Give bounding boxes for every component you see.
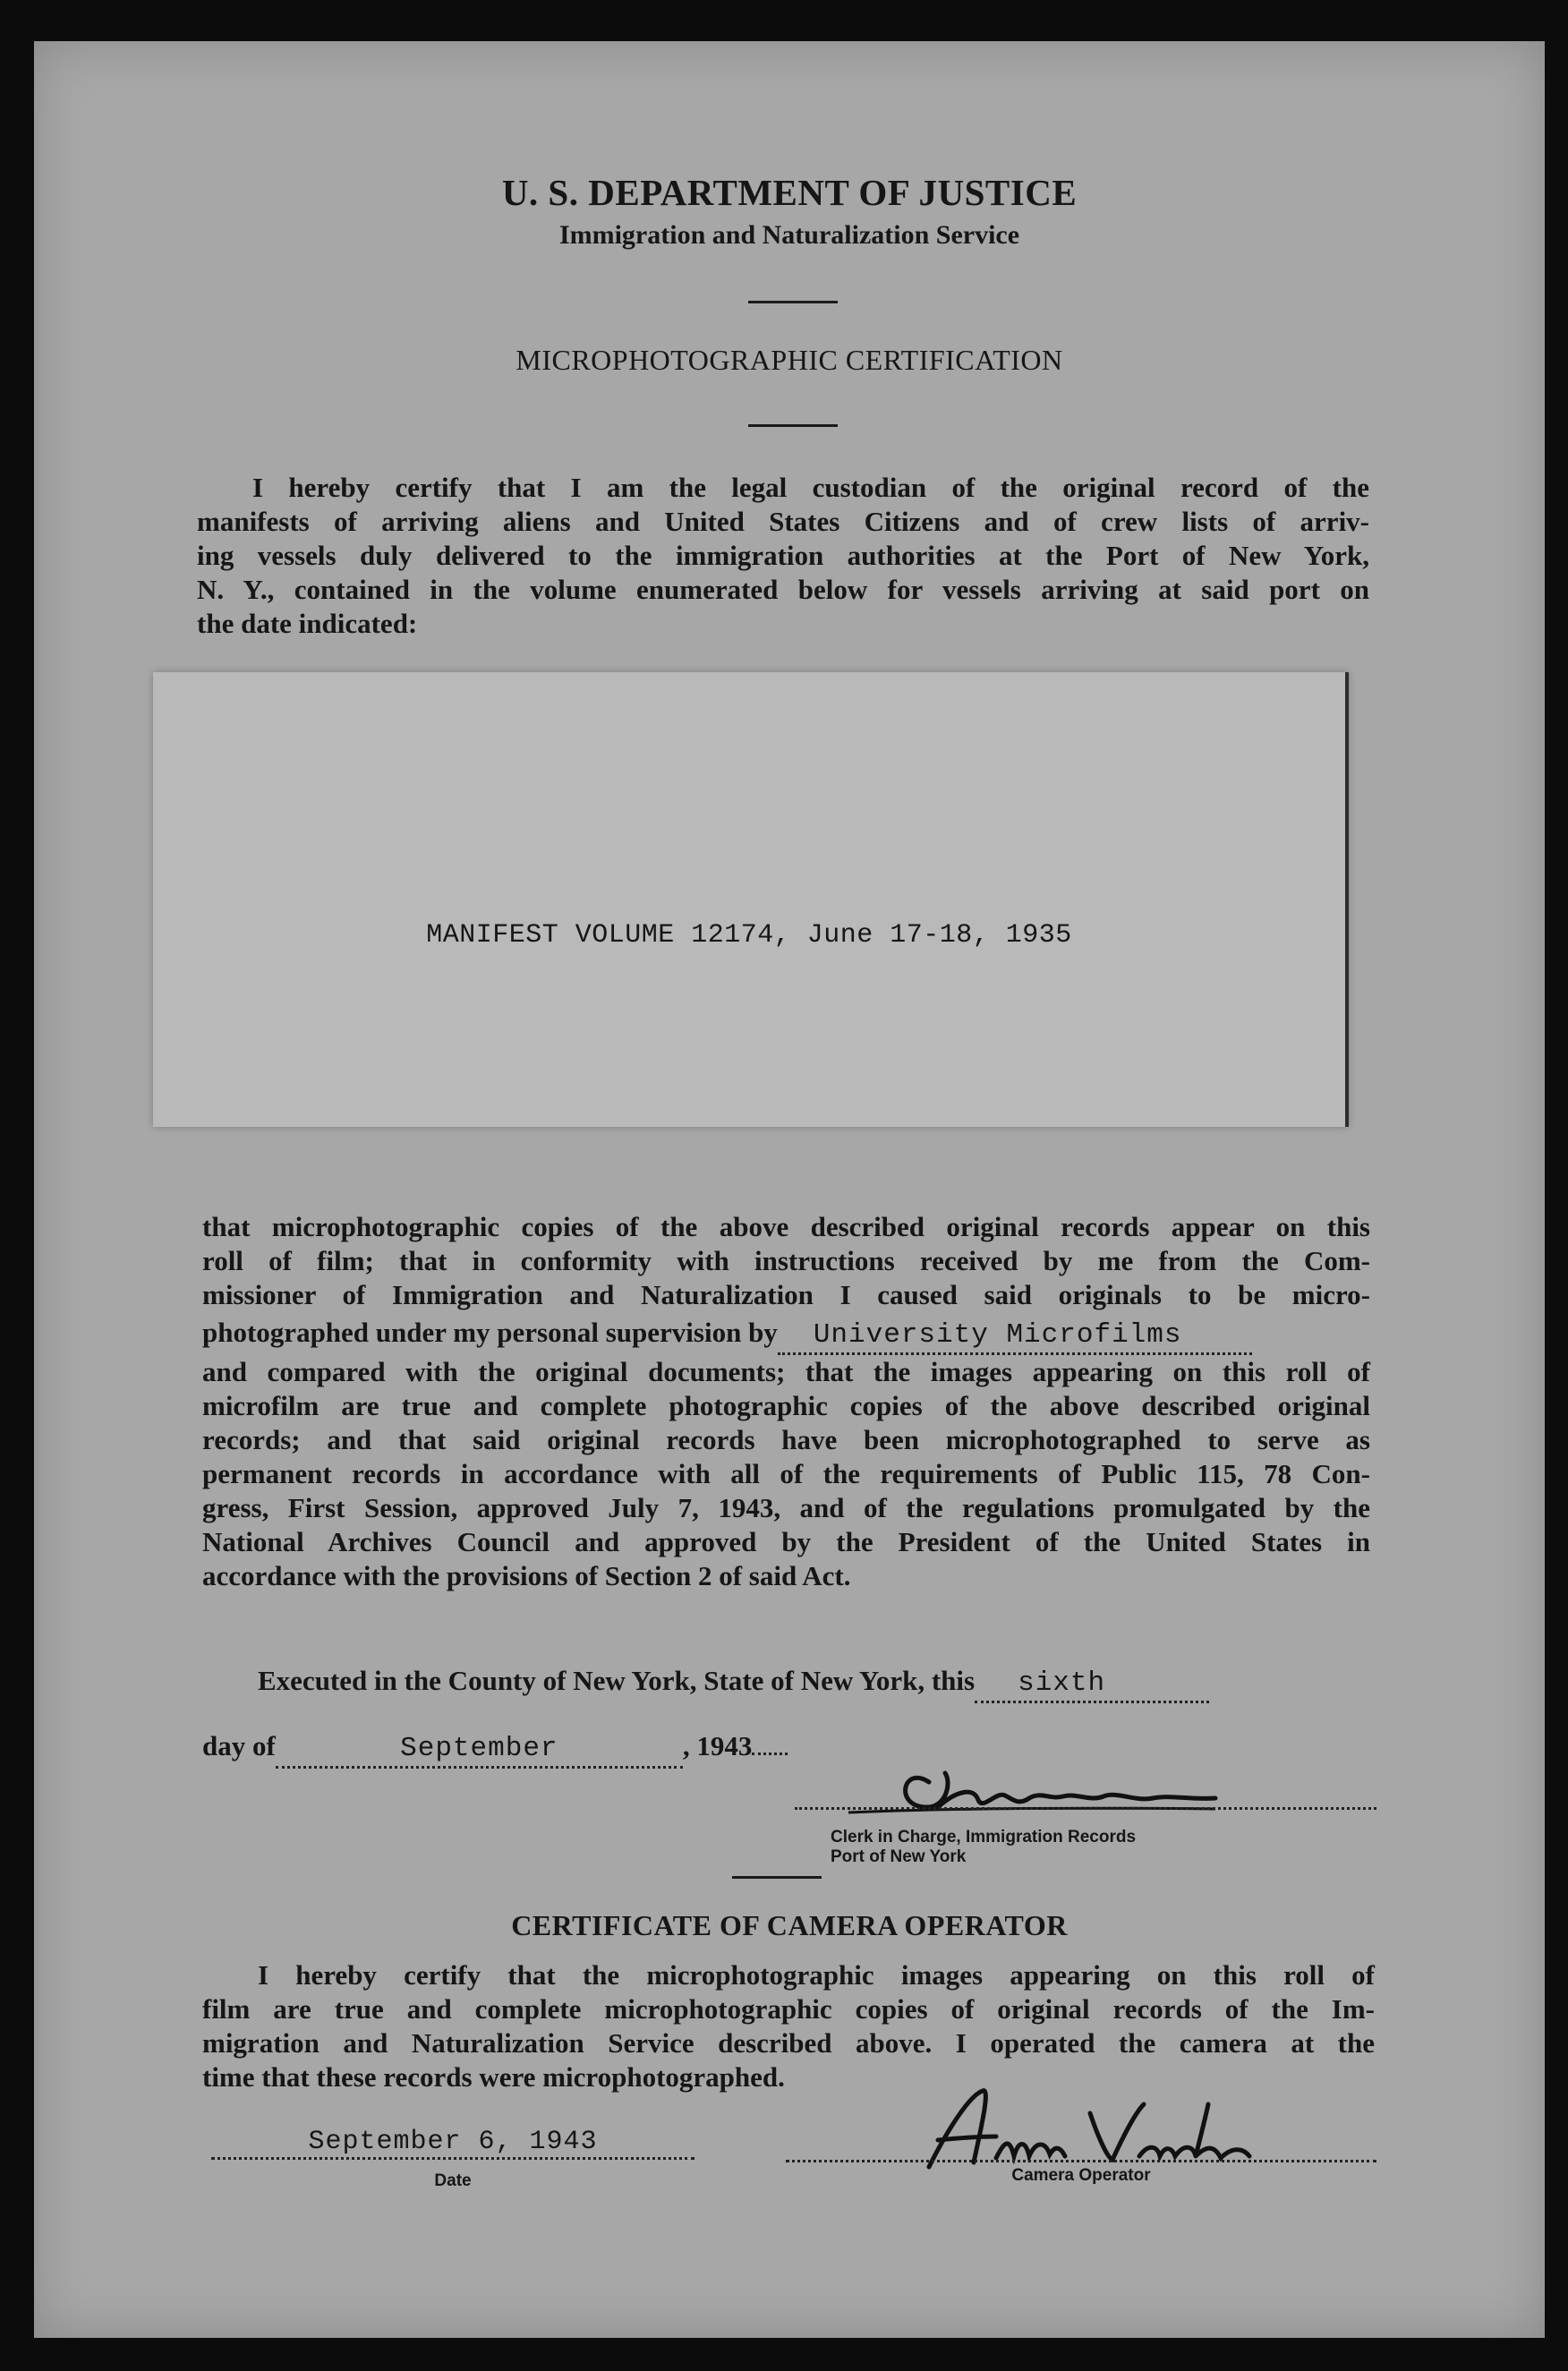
operator-date-label: Date xyxy=(434,2171,472,2190)
year-dots xyxy=(752,1753,788,1755)
body-line: missioner of Immigration and Naturalization I caused said originals to be micro- xyxy=(202,1279,1370,1310)
day-of-label: day of xyxy=(202,1730,276,1761)
supervision-prefix: photographed under my personal supervision by xyxy=(202,1317,778,1348)
supervision-value: University Microfilms xyxy=(778,1318,1252,1355)
camera-operator-signature-line xyxy=(786,2140,1376,2162)
body-paragraph xyxy=(202,1210,1370,1593)
execution-year: , 1943 xyxy=(682,1730,753,1761)
intro-line: ing vessels duly delivered to the immigration authorities at the Port of New York, xyxy=(197,540,1369,571)
clerk-signature-line xyxy=(795,1764,1376,1810)
clerk-title-line: Port of New York xyxy=(831,1847,967,1866)
operator-line: film are true and complete microphotographic copies of original records of the Im- xyxy=(202,1993,1375,2025)
certification-title: MICROPHOTOGRAPHIC CERTIFICATION xyxy=(516,344,1063,376)
body-line: permanent records in accordance with all of the requirements of Public 115, 78 Con- xyxy=(202,1458,1370,1489)
camera-operator-label: Camera Operator xyxy=(1011,2166,1151,2185)
body-line: and compared with the original documents; that the images appearing on this roll of xyxy=(202,1356,1370,1387)
body-line: accordance with the provisions of Section 2 of said Act. xyxy=(202,1560,851,1591)
date-line xyxy=(202,1729,788,1769)
divider xyxy=(748,301,838,303)
execution-prefix: Executed in the County of New York, State of New York, this xyxy=(258,1665,976,1696)
service-subheading: Immigration and Naturalization Service xyxy=(558,220,1020,250)
intro-line: I hereby certify that I am the legal custodian of the original record of the xyxy=(252,472,1369,503)
divider xyxy=(732,1876,822,1879)
clerk-title xyxy=(831,1828,1136,1867)
execution-month: September xyxy=(276,1732,683,1769)
certificate-page xyxy=(34,41,1545,2338)
operator-date-value: September 6, 1943 xyxy=(211,2127,695,2160)
intro-line: the date indicated: xyxy=(197,608,418,639)
camera-operator-heading: CERTIFICATE OF CAMERA OPERATOR xyxy=(511,1909,1068,1941)
operator-line: migration and Naturalization Service described above. I operated the camera at the xyxy=(202,2027,1375,2059)
clerk-title-line: Clerk in Charge, Immigration Records xyxy=(831,1828,1137,1846)
camera-operator-paragraph xyxy=(202,1958,1375,2094)
intro-paragraph xyxy=(197,471,1369,641)
manifest-card xyxy=(153,672,1349,1127)
manifest-volume-text: MANIFEST VOLUME 12174, June 17-18, 1935 xyxy=(426,920,1072,951)
body-line: National Archives Council and approved by the President of the United States in xyxy=(202,1526,1370,1557)
divider xyxy=(748,424,838,427)
operator-line: time that these records were microphotographed. xyxy=(202,2061,785,2093)
execution-line xyxy=(258,1664,1376,1703)
body-line: microfilm are true and complete photographic copies of the above described original xyxy=(202,1390,1370,1421)
intro-line: N. Y., contained in the volume enumerated below for vessels arriving at said port on xyxy=(197,574,1369,605)
department-heading: U. S. DEPARTMENT OF JUSTICE xyxy=(501,172,1078,213)
intro-line: manifests of arriving aliens and United States Citizens and of crew lists of arriv- xyxy=(197,506,1369,537)
supervision-line xyxy=(202,1316,1370,1355)
body-line: roll of film; that in conformity with instructions received by me from the Com- xyxy=(202,1245,1370,1276)
execution-day: sixth xyxy=(975,1667,1209,1703)
body-line: gress, First Session, approved July 7, 1943, and of the regulations promulgated by the xyxy=(202,1492,1370,1523)
operator-line: I hereby certify that the microphotographic images appearing on this roll of xyxy=(258,1959,1375,1991)
body-line: records; and that said original records have been microphotographed to serve as xyxy=(202,1424,1370,1455)
body-line: that microphotographic copies of the above described original records appear on this xyxy=(202,1211,1370,1242)
